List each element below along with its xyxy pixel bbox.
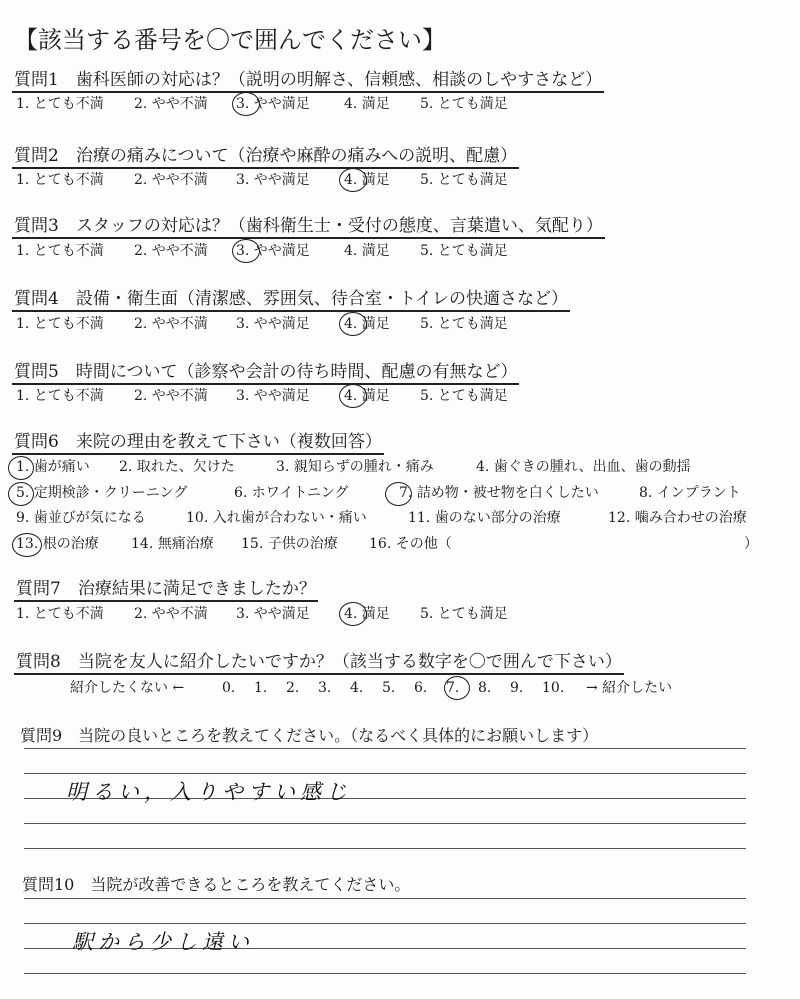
q6-option-15[interactable]: 15. 子供の治療 — [241, 536, 338, 552]
q10-answer-line-1 — [24, 898, 746, 899]
q8-selection-circle — [444, 676, 470, 700]
q2-selection-circle — [339, 168, 367, 192]
q6-option-4[interactable]: 4. 歯ぐきの腫れ、出血、歯の動揺 — [476, 459, 691, 475]
q5-option-5[interactable]: 5. とても満足 — [420, 388, 508, 404]
q4-option-2[interactable]: 2. やや不満 — [134, 316, 208, 332]
question-3-title: 質問3 スタッフの対応は？（歯科衛生士・受付の態度、言葉遣い、気配り） — [12, 216, 605, 239]
q4-option-1[interactable]: 1. とても不満 — [16, 316, 104, 332]
question-5-options — [16, 387, 508, 405]
question-2-options — [16, 171, 508, 189]
q9-answer-line-1 — [24, 748, 746, 749]
q8-scale-2[interactable]: 2. — [286, 680, 300, 696]
question-5-title: 質問5 時間について（診察や会計の待ち時間、配慮の有無など） — [12, 362, 519, 385]
q2-option-2[interactable]: 2. やや不満 — [134, 172, 208, 188]
q8-scale-0[interactable]: 0. — [222, 680, 236, 696]
q8-scale-10[interactable]: 10. — [542, 680, 565, 696]
q6-option-2[interactable]: 2. 取れた、欠けた — [119, 459, 235, 475]
question-6-row-3 — [16, 509, 747, 527]
q6-option-13[interactable]: 13. 根の治療 — [16, 536, 99, 552]
question-6-row-4 — [16, 535, 452, 553]
q7-selection-circle — [339, 602, 367, 626]
q8-scale-7[interactable]: 7. — [446, 680, 460, 696]
q6-option-11[interactable]: 11. 歯のない部分の治療 — [408, 510, 561, 526]
q8-scale-6[interactable]: 6. — [414, 680, 428, 696]
question-1-options — [16, 95, 508, 113]
q1-option-3[interactable]: 3. やや満足 — [236, 96, 310, 112]
q3-option-5[interactable]: 5. とても満足 — [420, 243, 508, 259]
q8-scale-9[interactable]: 9. — [510, 680, 524, 696]
question-1-title: 質問1 歯科医師の対応は？（説明の明解さ、信頼感、相談のしやすさなど） — [12, 70, 604, 93]
q3-option-1[interactable]: 1. とても不満 — [16, 243, 104, 259]
question-8-title: 質問8 当院を友人に紹介したいですか？（該当する数字を〇で囲んで下さい） — [14, 652, 624, 675]
q7-option-1[interactable]: 1. とても不満 — [16, 606, 104, 622]
q6-option-7[interactable]: 7. 詰め物・被せ物を白くしたい — [399, 485, 599, 501]
q4-option-5[interactable]: 5. とても満足 — [420, 316, 508, 332]
q9-handwritten-answer[interactable]: 明るい，入りやすい感じ — [66, 780, 352, 804]
q8-scale-3[interactable]: 3. — [318, 680, 332, 696]
q9-answer-line-4 — [24, 823, 746, 824]
q7-option-2[interactable]: 2. やや不満 — [134, 606, 208, 622]
q10-handwritten-answer[interactable]: 駅から少し遠い — [72, 930, 254, 954]
q5-option-4[interactable]: 4. 満足 — [344, 388, 390, 404]
q6-other-close-paren: ） — [744, 536, 758, 552]
q3-option-2[interactable]: 2. やや不満 — [134, 243, 208, 259]
q1-option-5[interactable]: 5. とても満足 — [420, 96, 508, 112]
q2-option-1[interactable]: 1. とても不満 — [16, 172, 104, 188]
q1-selection-circle — [232, 92, 260, 116]
q6-option-5[interactable]: 5. 定期検診・クリーニング — [16, 485, 188, 501]
q4-option-4[interactable]: 4. 満足 — [344, 316, 390, 332]
q6-option-8[interactable]: 8. インプラント — [639, 485, 741, 501]
q6-option-14[interactable]: 14. 無痛治療 — [131, 536, 214, 552]
q8-scale-8[interactable]: 8. — [478, 680, 492, 696]
q2-option-5[interactable]: 5. とても満足 — [420, 172, 508, 188]
question-6-title: 質問6 来院の理由を教えて下さい（複数回答） — [12, 432, 384, 455]
q6-option-12[interactable]: 12. 噛み合わせの治療 — [608, 510, 747, 526]
q5-option-2[interactable]: 2. やや不満 — [134, 388, 208, 404]
q8-scale-1[interactable]: 1. — [254, 680, 268, 696]
q7-option-5[interactable]: 5. とても満足 — [420, 606, 508, 622]
q6-option-10[interactable]: 10. 入れ歯が合わない・痛い — [186, 510, 367, 526]
q8-scale-4[interactable]: 4. — [350, 680, 364, 696]
q3-selection-circle — [232, 239, 260, 263]
question-10-title: 質問10 当院が改善できるところを教えてください。 — [22, 875, 411, 894]
question-4-title: 質問4 設備・衛生面（清潔感、雰囲気、待合室・トイレの快適さなど） — [12, 289, 570, 312]
q8-right-label: → 紹介したい — [586, 680, 673, 696]
q9-answer-line-5 — [24, 848, 746, 849]
question-2-title: 質問2 治療の痛みについて（治療や麻酔の痛みへの説明、配慮） — [12, 146, 519, 169]
q5-selection-circle — [339, 384, 367, 408]
q10-answer-line-2 — [24, 923, 746, 924]
q7-option-3[interactable]: 3. やや満足 — [236, 606, 310, 622]
q6-selection-circle-1 — [8, 456, 34, 480]
question-6-row-2 — [16, 484, 741, 502]
q5-option-1[interactable]: 1. とても不満 — [16, 388, 104, 404]
q8-left-label: 紹介したくない ← — [70, 680, 185, 696]
q6-option-1[interactable]: 1. 歯が痛い — [16, 459, 90, 475]
q6-option-6[interactable]: 6. ホワイトニング — [234, 485, 349, 501]
q6-option-16[interactable]: 16. その他（ — [369, 536, 452, 552]
q2-option-4[interactable]: 4. 満足 — [344, 172, 390, 188]
q9-answer-line-2 — [24, 773, 746, 774]
q1-option-1[interactable]: 1. とても不満 — [16, 96, 104, 112]
q7-option-4[interactable]: 4. 満足 — [344, 606, 390, 622]
question-7-options — [16, 605, 508, 623]
question-4-options — [16, 315, 508, 333]
q5-option-3[interactable]: 3. やや満足 — [236, 388, 310, 404]
q2-option-3[interactable]: 3. やや満足 — [236, 172, 310, 188]
q4-option-3[interactable]: 3. やや満足 — [236, 316, 310, 332]
question-8-scale — [70, 679, 672, 697]
q3-option-3[interactable]: 3. やや満足 — [236, 243, 310, 259]
question-3-options — [16, 242, 508, 260]
q6-option-9[interactable]: 9. 歯並びが気になる — [16, 510, 146, 526]
q1-option-2[interactable]: 2. やや不満 — [134, 96, 208, 112]
q10-answer-line-4 — [24, 973, 746, 974]
question-9-title: 質問9 当院の良いところを教えてください。（なるべく具体的にお願いします） — [20, 726, 599, 745]
q6-selection-circle-13 — [12, 533, 42, 557]
q4-selection-circle — [339, 312, 367, 336]
q3-option-4[interactable]: 4. 満足 — [344, 243, 390, 259]
question-7-title: 質問7 治療結果に満足できましたか？ — [14, 579, 318, 602]
q1-option-4[interactable]: 4. 満足 — [344, 96, 390, 112]
q6-selection-circle-7 — [385, 482, 412, 506]
q6-selection-circle-5 — [8, 482, 34, 506]
q8-scale-5[interactable]: 5. — [382, 680, 396, 696]
q6-option-3[interactable]: 3. 親知らずの腫れ・痛み — [276, 459, 434, 475]
page-title: 【該当する番号を〇で囲んでください】 — [14, 26, 446, 54]
question-6-row-1 — [16, 458, 691, 476]
